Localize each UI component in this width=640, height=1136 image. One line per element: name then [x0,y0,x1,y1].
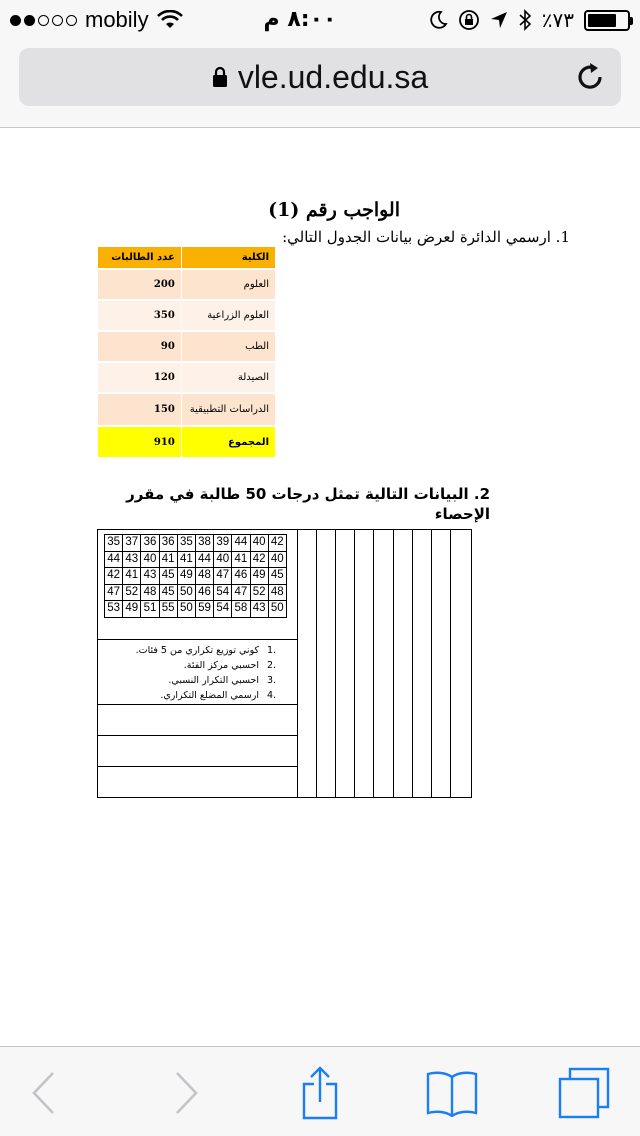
status-left [10,6,183,34]
score-cell: 48 [141,584,159,601]
address-bar-content [19,48,621,106]
score-cell: 53 [105,601,123,618]
score-cell: 47 [232,584,250,601]
faculty-name: الطب [181,331,275,362]
score-cell: 35 [105,535,123,552]
scores-row [105,601,287,618]
score-cell: 42 [105,568,123,585]
score-cell: 36 [159,535,177,552]
task-number: 3. [267,675,277,686]
wifi-icon [157,10,183,30]
table-total-row [98,426,276,457]
signal-strength-icon [10,15,77,26]
score-cell: 46 [232,568,250,585]
score-cell: 51 [141,601,159,618]
carrier-name: mobily [85,7,149,32]
task-text: احسبي التكرار النسبي. [168,675,259,686]
faculty-name: العلوم [181,269,275,300]
score-cell: 54 [214,601,232,618]
score-cell: 42 [250,551,268,568]
browser-toolbar [0,40,640,128]
score-cell: 49 [250,568,268,585]
score-cell: 45 [159,584,177,601]
grid-line [335,529,336,798]
score-cell: 38 [195,535,213,552]
score-cell: 44 [105,551,123,568]
score-cell: 44 [232,535,250,552]
grid-line [373,529,374,798]
score-cell: 41 [177,551,195,568]
back-icon [29,1070,59,1116]
score-cell: 50 [177,584,195,601]
share-icon [300,1066,340,1120]
grid-line [297,529,298,798]
tabs-icon [558,1067,610,1119]
score-cell: 40 [141,551,159,568]
faculty-table-header [98,247,276,269]
question-2: 2. البيانات التالية تمثل درجات 50 طالبة في مقرر الإحصاء [126,485,490,523]
grid-line [97,766,297,767]
scores-row [105,568,287,585]
student-count: 350 [98,300,182,331]
back-button[interactable] [16,1067,72,1119]
student-count: 200 [98,269,182,300]
address-bar[interactable] [19,48,621,106]
score-cell: 35 [177,535,195,552]
score-cell: 45 [268,568,286,585]
score-cell: 41 [159,551,177,568]
student-count: 120 [98,362,182,393]
battery-icon [584,10,630,31]
status-time: ٨:٠٠ م [263,7,337,32]
score-cell: 39 [214,535,232,552]
score-cell: 37 [123,535,141,552]
forward-icon [171,1070,201,1116]
table-row [98,300,276,331]
grid-line [97,704,297,705]
task-number: 1. [267,645,277,656]
status-right [428,6,630,34]
list-item [107,658,287,673]
score-cell: 47 [105,584,123,601]
table-row [98,331,276,362]
header-student-count: عدد الطالبات [98,247,182,269]
score-cell: 41 [232,551,250,568]
bluetooth-icon [518,9,532,31]
task-list [107,643,287,703]
document-page [0,129,640,1046]
task-number: 2. [267,660,277,671]
list-item [107,673,287,688]
score-cell: 36 [141,535,159,552]
list-item [107,643,287,658]
reload-icon[interactable] [573,60,607,94]
student-count: 90 [98,331,182,362]
task-text: احسبي مركز الفئة. [183,660,259,671]
list-item [107,688,287,703]
do-not-disturb-icon [428,10,448,30]
task-number: 4. [267,690,277,701]
grid-line [354,529,355,798]
score-cell: 50 [177,601,195,618]
scores-row [105,551,287,568]
score-cell: 41 [123,568,141,585]
grid-line [412,529,413,798]
share-button[interactable] [292,1067,348,1119]
total-count: 910 [98,426,182,457]
status-bar [0,0,640,40]
homework-title: الواجب رقم (1) [268,199,400,221]
total-label: المجموع [181,426,275,457]
score-cell: 54 [214,584,232,601]
task-text: كوني توزيع تكراري من 5 فئات. [135,645,259,656]
grid-line [97,735,297,736]
scores-row [105,535,287,552]
bookmarks-button[interactable] [424,1067,480,1119]
lock-icon [212,66,228,88]
grid-line [316,529,317,798]
orientation-lock-icon [458,9,480,31]
table-row [98,393,276,426]
table-row [98,362,276,393]
score-cell: 50 [268,601,286,618]
faculty-name: الصيدلة [181,362,275,393]
grid-line [450,529,451,798]
score-cell: 49 [177,568,195,585]
task-text: ارسمي المضلع التكراري. [160,690,259,701]
student-count: 150 [98,393,182,426]
url-text: vle.ud.edu.sa [237,58,429,95]
battery-fill [588,14,616,27]
score-cell: 42 [268,535,286,552]
score-cell: 44 [195,551,213,568]
score-cell: 43 [250,601,268,618]
score-cell: 52 [123,584,141,601]
bookmarks-icon [425,1069,479,1117]
grid-line [97,639,297,640]
browser-bottom-toolbar [0,1046,640,1136]
question-1: 1. ارسمي الدائرة لعرض بيانات الجدول التالي: [282,228,570,246]
question-2-grid [97,529,472,798]
score-cell: 47 [214,568,232,585]
score-cell: 43 [141,568,159,585]
grid-line [431,529,432,798]
score-cell: 58 [232,601,250,618]
table-row [98,269,276,300]
tabs-button[interactable] [556,1067,612,1119]
scores-table [104,534,287,618]
score-cell: 40 [250,535,268,552]
location-icon [490,11,508,29]
grid-line [393,529,394,798]
forward-button[interactable] [158,1067,214,1119]
score-cell: 52 [250,584,268,601]
score-cell: 49 [123,601,141,618]
faculty-name: العلوم الزراعية [181,300,275,331]
score-cell: 43 [123,551,141,568]
score-cell: 48 [268,584,286,601]
score-cell: 45 [159,568,177,585]
score-cell: 40 [214,551,232,568]
header-faculty: الكلية [181,247,275,269]
score-cell: 48 [195,568,213,585]
faculty-table [97,247,275,457]
score-cell: 40 [268,551,286,568]
scores-row [105,584,287,601]
battery-percent: ٪٧٣ [541,8,574,32]
score-cell: 55 [159,601,177,618]
score-cell: 59 [195,601,213,618]
faculty-name: الدراسات التطبيقية [181,393,275,426]
score-cell: 46 [195,584,213,601]
